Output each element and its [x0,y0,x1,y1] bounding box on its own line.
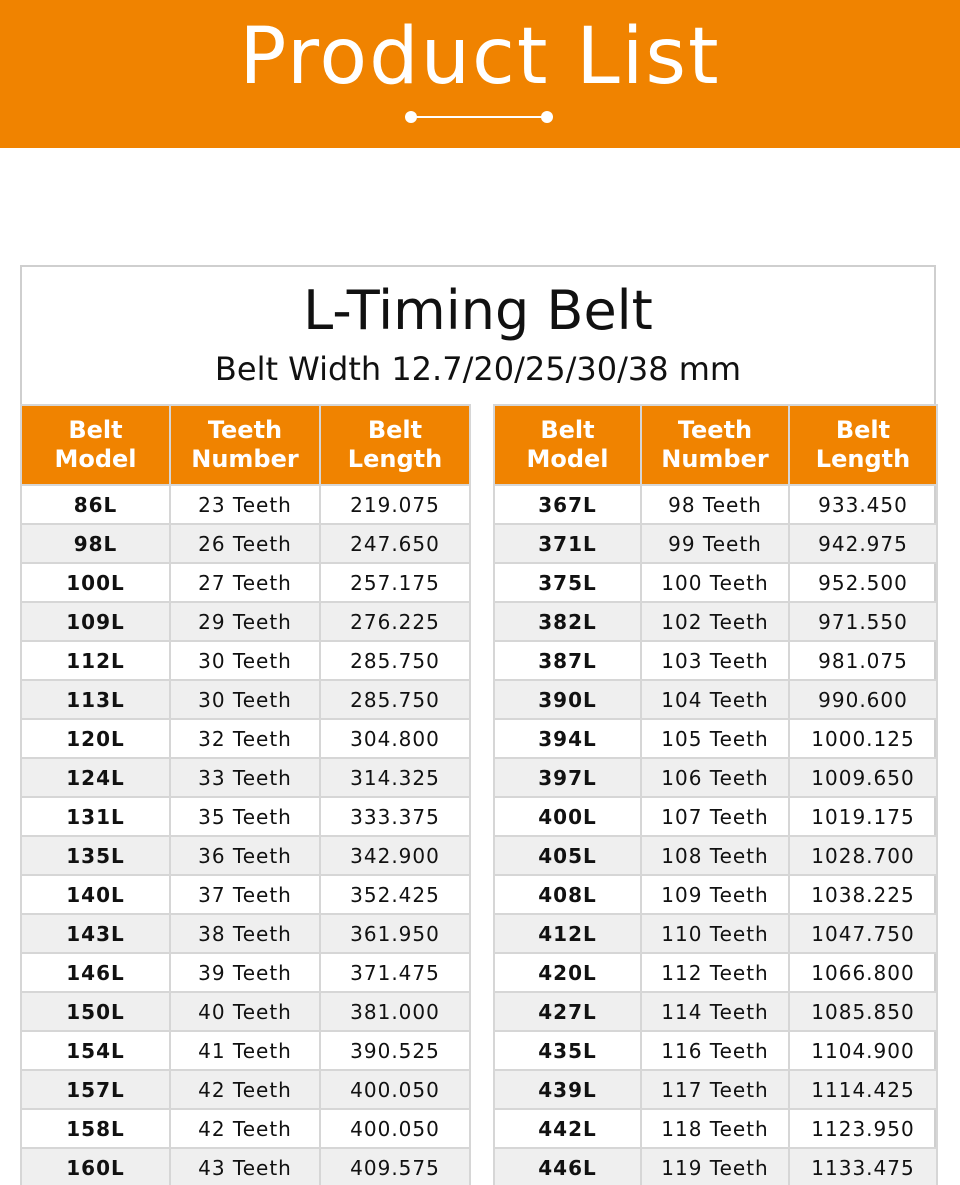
belt-model-cell: 100L [21,563,170,602]
table-row [494,1031,937,1070]
teeth-number-cell: 30 Teeth [170,680,320,719]
belt-model-cell: 435L [494,1031,641,1070]
header-belt-model: Belt Model [21,405,170,485]
belt-model-cell: 143L [21,914,170,953]
teeth-number-cell: 112 Teeth [641,953,789,992]
teeth-number-cell: 108 Teeth [641,836,789,875]
divider-dots-icon [404,110,554,124]
belt-length-cell: 409.575 [320,1148,470,1185]
teeth-number-cell: 110 Teeth [641,914,789,953]
table-row [21,1109,470,1148]
teeth-number-cell: 42 Teeth [170,1070,320,1109]
table-row [494,992,937,1031]
belt-length-cell: 1019.175 [789,797,937,836]
belt-length-cell: 942.975 [789,524,937,563]
table-row [494,875,937,914]
belt-model-cell: 412L [494,914,641,953]
teeth-number-cell: 32 Teeth [170,719,320,758]
table-row [494,1148,937,1185]
belt-model-cell: 382L [494,602,641,641]
belt-length-cell: 352.425 [320,875,470,914]
belt-model-cell: 158L [21,1109,170,1148]
table-row [21,953,470,992]
belt-model-cell: 394L [494,719,641,758]
table-row [494,953,937,992]
belt-model-cell: 131L [21,797,170,836]
table-row [21,641,470,680]
teeth-number-cell: 104 Teeth [641,680,789,719]
teeth-number-cell: 102 Teeth [641,602,789,641]
table-row [21,602,470,641]
belt-model-cell: 86L [21,485,170,524]
table-row [494,836,937,875]
teeth-number-cell: 26 Teeth [170,524,320,563]
belt-length-cell: 400.050 [320,1109,470,1148]
table-row [21,1148,470,1185]
belt-model-cell: 367L [494,485,641,524]
table-row [21,914,470,953]
belt-model-cell: 124L [21,758,170,797]
teeth-number-cell: 103 Teeth [641,641,789,680]
belt-model-cell: 446L [494,1148,641,1185]
table-row [494,797,937,836]
belt-length-cell: 257.175 [320,563,470,602]
header-teeth-number: Teeth Number [641,405,789,485]
table-row [21,758,470,797]
belt-model-cell: 387L [494,641,641,680]
belt-model-cell: 375L [494,563,641,602]
belt-model-cell: 146L [21,953,170,992]
card-title: L-Timing Belt [303,279,653,342]
teeth-number-cell: 37 Teeth [170,875,320,914]
belt-length-cell: 990.600 [789,680,937,719]
teeth-number-cell: 99 Teeth [641,524,789,563]
belt-model-cell: 442L [494,1109,641,1148]
belt-model-cell: 420L [494,953,641,992]
belt-length-cell: 1114.425 [789,1070,937,1109]
teeth-number-cell: 42 Teeth [170,1109,320,1148]
teeth-number-cell: 33 Teeth [170,758,320,797]
header-belt-model: Belt Model [494,405,641,485]
teeth-number-cell: 36 Teeth [170,836,320,875]
table-row [494,1070,937,1109]
belt-length-cell: 361.950 [320,914,470,953]
belt-length-cell: 276.225 [320,602,470,641]
header-teeth-number: Teeth Number [170,405,320,485]
belt-model-cell: 135L [21,836,170,875]
teeth-number-cell: 105 Teeth [641,719,789,758]
belt-model-cell: 427L [494,992,641,1031]
belt-table-right [493,404,938,1185]
table-row [21,1031,470,1070]
belt-length-cell: 1104.900 [789,1031,937,1070]
belt-length-cell: 285.750 [320,641,470,680]
belt-length-cell: 1028.700 [789,836,937,875]
belt-length-cell: 342.900 [320,836,470,875]
belt-model-cell: 371L [494,524,641,563]
table-row [21,563,470,602]
belt-length-cell: 219.075 [320,485,470,524]
belt-table-left [20,404,471,1185]
belt-model-cell: 154L [21,1031,170,1070]
belt-model-cell: 400L [494,797,641,836]
belt-length-cell: 952.500 [789,563,937,602]
teeth-number-cell: 98 Teeth [641,485,789,524]
teeth-number-cell: 38 Teeth [170,914,320,953]
belt-model-cell: 390L [494,680,641,719]
table-header-row [494,405,937,485]
header-belt-length: Belt Length [320,405,470,485]
teeth-number-cell: 41 Teeth [170,1031,320,1070]
belt-model-cell: 157L [21,1070,170,1109]
header-belt-length: Belt Length [789,405,937,485]
table-row [494,680,937,719]
table-row [21,719,470,758]
teeth-number-cell: 35 Teeth [170,797,320,836]
belt-length-cell: 971.550 [789,602,937,641]
table-header-row [21,405,470,485]
table-row [494,914,937,953]
belt-length-cell: 933.450 [789,485,937,524]
belt-model-cell: 439L [494,1070,641,1109]
teeth-number-cell: 119 Teeth [641,1148,789,1185]
belt-length-cell: 371.475 [320,953,470,992]
table-row [494,1109,937,1148]
table-row [21,680,470,719]
table-row [21,875,470,914]
belt-length-cell: 1085.850 [789,992,937,1031]
belt-length-cell: 1133.475 [789,1148,937,1185]
belt-length-cell: 285.750 [320,680,470,719]
table-row [494,563,937,602]
belt-length-cell: 400.050 [320,1070,470,1109]
belt-length-cell: 314.325 [320,758,470,797]
belt-length-cell: 1047.750 [789,914,937,953]
teeth-number-cell: 29 Teeth [170,602,320,641]
belt-model-cell: 140L [21,875,170,914]
belt-model-cell: 408L [494,875,641,914]
table-row [494,485,937,524]
teeth-number-cell: 106 Teeth [641,758,789,797]
belt-model-cell: 405L [494,836,641,875]
belt-length-cell: 981.075 [789,641,937,680]
table-row [21,524,470,563]
belt-model-cell: 160L [21,1148,170,1185]
belt-length-cell: 1038.225 [789,875,937,914]
table-row [21,836,470,875]
belt-length-cell: 1123.950 [789,1109,937,1148]
belt-model-cell: 150L [21,992,170,1031]
teeth-number-cell: 116 Teeth [641,1031,789,1070]
teeth-number-cell: 114 Teeth [641,992,789,1031]
teeth-number-cell: 27 Teeth [170,563,320,602]
table-row [21,485,470,524]
teeth-number-cell: 23 Teeth [170,485,320,524]
teeth-number-cell: 30 Teeth [170,641,320,680]
teeth-number-cell: 39 Teeth [170,953,320,992]
table-row [494,641,937,680]
belt-length-cell: 333.375 [320,797,470,836]
teeth-number-cell: 100 Teeth [641,563,789,602]
table-row [494,719,937,758]
belt-length-cell: 390.525 [320,1031,470,1070]
belt-model-cell: 112L [21,641,170,680]
belt-length-cell: 1000.125 [789,719,937,758]
banner-title: Product List [239,12,721,102]
teeth-number-cell: 118 Teeth [641,1109,789,1148]
table-row [21,797,470,836]
belt-model-cell: 109L [21,602,170,641]
table-row [494,524,937,563]
belt-length-cell: 1066.800 [789,953,937,992]
teeth-number-cell: 109 Teeth [641,875,789,914]
teeth-number-cell: 43 Teeth [170,1148,320,1185]
belt-model-cell: 113L [21,680,170,719]
teeth-number-cell: 117 Teeth [641,1070,789,1109]
belt-model-cell: 98L [21,524,170,563]
header-banner [0,0,960,148]
belt-length-cell: 247.650 [320,524,470,563]
belt-length-cell: 381.000 [320,992,470,1031]
card-subtitle: Belt Width 12.7/20/25/30/38 mm [214,350,742,388]
table-row [494,602,937,641]
teeth-number-cell: 107 Teeth [641,797,789,836]
teeth-number-cell: 40 Teeth [170,992,320,1031]
belt-model-cell: 120L [21,719,170,758]
belt-model-cell: 397L [494,758,641,797]
table-row [21,992,470,1031]
belt-length-cell: 1009.650 [789,758,937,797]
belt-length-cell: 304.800 [320,719,470,758]
table-row [494,758,937,797]
table-row [21,1070,470,1109]
